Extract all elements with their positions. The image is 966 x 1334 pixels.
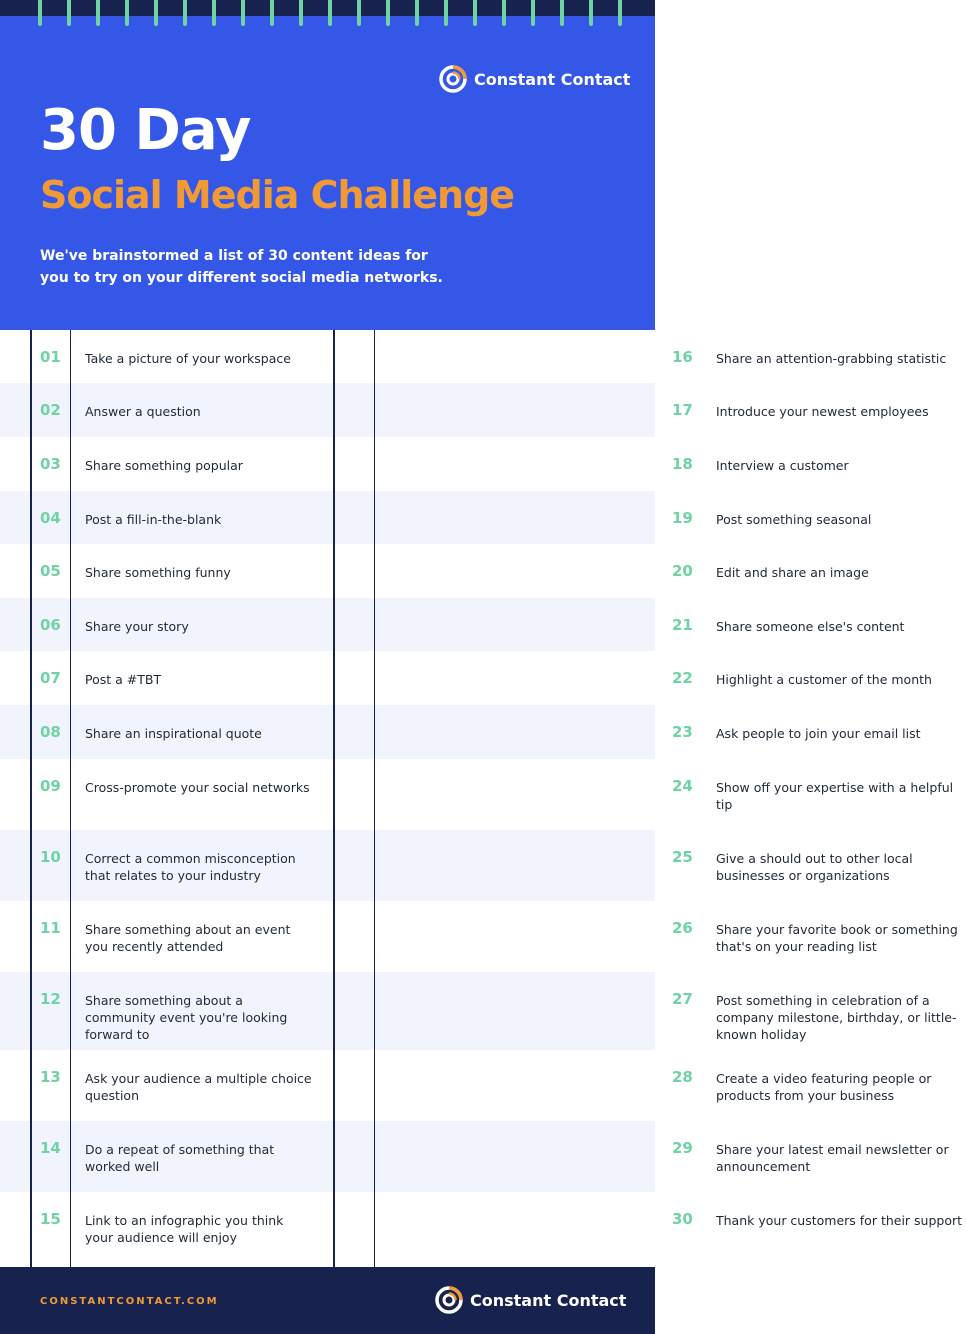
idea-text: Give a should out to other local businesses or organizations — [716, 851, 913, 883]
idea-text: Create a video featuring people or products from your business — [716, 1071, 932, 1103]
spiral-mark — [502, 0, 506, 26]
spiral-mark — [560, 0, 564, 26]
day-number: 04 — [40, 509, 61, 527]
spiral-mark — [589, 0, 593, 26]
idea-text: Ask your audience a multiple choice question — [85, 1071, 312, 1103]
idea-text: Share someone else's content — [716, 619, 905, 634]
day-number: 07 — [40, 669, 61, 687]
spiral-mark — [212, 0, 216, 26]
footer-brand-name: Constant Contact — [470, 1290, 627, 1310]
idea-text: Post a fill-in-the-blank — [85, 512, 222, 527]
spiral-mark — [38, 0, 42, 26]
spiral-mark — [125, 0, 129, 26]
day-number: 24 — [672, 777, 693, 795]
idea-cell — [327, 1050, 932, 1121]
constant-contact-logo-icon — [434, 1285, 464, 1315]
day-number: 13 — [40, 1068, 61, 1086]
idea-cell — [327, 1121, 949, 1192]
idea-cell — [0, 598, 327, 651]
spiral-mark — [415, 0, 419, 26]
idea-text: Correct a common misconception that relates to your industry — [85, 851, 296, 883]
day-number: 20 — [672, 562, 693, 580]
table-row — [0, 544, 869, 598]
day-number: 23 — [672, 723, 693, 741]
left-border-line — [30, 330, 32, 1267]
spiral-mark — [386, 0, 390, 26]
table-row — [0, 1050, 932, 1121]
table-row — [0, 759, 954, 830]
table-row — [0, 1192, 963, 1267]
day-number: 27 — [672, 990, 693, 1008]
spiral-mark — [183, 0, 187, 26]
spiral-mark — [531, 0, 535, 26]
idea-cell — [0, 651, 327, 705]
spiral-mark — [299, 0, 303, 26]
table-row — [0, 383, 929, 437]
idea-cell — [0, 759, 327, 830]
day-number: 17 — [672, 401, 693, 419]
day-number: 15 — [40, 1210, 61, 1228]
day-number: 19 — [672, 509, 693, 527]
idea-cell — [0, 1121, 327, 1192]
constant-contact-logo-icon — [438, 64, 468, 94]
day-number: 18 — [672, 455, 693, 473]
idea-text: Share your favorite book or something that's on your reading list — [716, 922, 958, 954]
idea-cell — [0, 972, 327, 1050]
table-row — [0, 437, 849, 491]
table-row — [0, 1121, 949, 1192]
right-number-divider — [374, 330, 375, 1267]
day-number: 30 — [672, 1210, 693, 1228]
idea-cell — [0, 491, 327, 544]
table-row — [0, 901, 958, 972]
idea-text: Do a repeat of something that worked well — [85, 1142, 275, 1174]
day-number: 02 — [40, 401, 61, 419]
day-number: 08 — [40, 723, 61, 741]
day-number: 21 — [672, 616, 693, 634]
idea-cell — [327, 330, 947, 383]
table-row — [0, 651, 932, 705]
idea-text: Introduce your newest employees — [716, 404, 929, 419]
day-number: 26 — [672, 919, 693, 937]
subtitle: We've brainstormed a list of 30 content ideas for you to try on your different social media networks. — [40, 248, 443, 286]
spiral-mark — [357, 0, 361, 26]
idea-cell — [327, 1192, 963, 1267]
table-row — [0, 972, 957, 1050]
idea-cell — [327, 383, 929, 437]
day-number: 16 — [672, 348, 693, 366]
table-row — [0, 705, 921, 759]
idea-text: Post something seasonal — [716, 512, 872, 527]
header-logo — [438, 64, 630, 94]
spiral-mark — [67, 0, 71, 26]
footer-logo — [434, 1285, 626, 1315]
idea-cell — [0, 901, 327, 972]
idea-text: Edit and share an image — [716, 565, 869, 580]
day-number: 09 — [40, 777, 61, 795]
idea-cell — [327, 830, 913, 901]
idea-text: Share something popular — [85, 458, 243, 473]
idea-text: Share something about an event you recently attended — [85, 922, 291, 954]
idea-text: Share your latest email newsletter or announcement — [716, 1142, 949, 1174]
ideas-table — [0, 330, 963, 1267]
day-number: 22 — [672, 669, 693, 687]
day-number: 05 — [40, 562, 61, 580]
day-number: 01 — [40, 348, 61, 366]
table-row — [0, 491, 872, 544]
spiral-mark — [444, 0, 448, 26]
spiral-mark — [328, 0, 332, 26]
idea-text: Thank your customers for their support — [716, 1213, 963, 1228]
header — [0, 0, 655, 330]
title-line-2: Social Media Challenge — [40, 173, 515, 217]
idea-cell — [327, 901, 958, 972]
idea-cell — [0, 437, 327, 491]
spiral-mark — [241, 0, 245, 26]
day-number: 10 — [40, 848, 61, 866]
idea-text: Share something funny — [85, 565, 231, 580]
idea-cell — [327, 544, 869, 598]
idea-text: Interview a customer — [716, 458, 849, 473]
day-number: 29 — [672, 1139, 693, 1157]
day-number: 28 — [672, 1068, 693, 1086]
idea-text: Share your story — [85, 619, 189, 634]
day-number: 25 — [672, 848, 693, 866]
spiral-mark — [154, 0, 158, 26]
footer-url: CONSTANTCONTACT.COM — [40, 1296, 219, 1307]
day-number: 12 — [40, 990, 61, 1008]
idea-cell — [327, 759, 954, 830]
day-number: 11 — [40, 919, 61, 937]
idea-cell — [327, 705, 921, 759]
idea-cell — [327, 972, 957, 1050]
idea-cell — [327, 651, 932, 705]
table-row — [0, 830, 913, 901]
idea-text: Share an inspirational quote — [85, 726, 262, 741]
idea-cell — [0, 330, 327, 383]
day-number: 14 — [40, 1139, 61, 1157]
title-line-1: 30 Day — [40, 98, 251, 163]
idea-text: Take a picture of your workspace — [85, 351, 291, 366]
idea-cell — [327, 437, 849, 491]
idea-text: Link to an infographic you think your audience will enjoy — [85, 1213, 284, 1245]
spiral-mark — [473, 0, 477, 26]
idea-cell — [0, 830, 327, 901]
day-number: 06 — [40, 616, 61, 634]
idea-text: Share something about a community event you're looking forward to — [85, 993, 288, 1042]
idea-cell — [0, 383, 327, 437]
footer — [0, 1267, 655, 1334]
table-row — [0, 598, 905, 651]
idea-text: Post something in celebration of a company milestone, birthday, or little-known holiday — [716, 993, 957, 1042]
idea-cell — [327, 491, 872, 544]
spiral-mark — [96, 0, 100, 26]
idea-cell — [0, 1050, 327, 1121]
brand-name: Constant Contact — [474, 69, 631, 89]
idea-cell — [0, 544, 327, 598]
left-number-divider — [70, 330, 71, 1267]
spiral-mark — [618, 0, 622, 26]
table-row — [0, 330, 947, 383]
idea-cell — [327, 598, 905, 651]
idea-text: Post a #TBT — [85, 672, 162, 687]
idea-text: Ask people to join your email list — [716, 726, 921, 741]
day-number: 03 — [40, 455, 61, 473]
center-divider — [333, 330, 335, 1267]
idea-text: Answer a question — [85, 404, 201, 419]
idea-text: Share an attention-grabbing statistic — [716, 351, 947, 366]
spiral-mark — [270, 0, 274, 26]
idea-text: Show off your expertise with a helpful tip — [716, 780, 954, 812]
idea-cell — [0, 705, 327, 759]
idea-text: Highlight a customer of the month — [716, 672, 932, 687]
idea-cell — [0, 1192, 327, 1267]
idea-text: Cross-promote your social networks — [85, 780, 310, 795]
